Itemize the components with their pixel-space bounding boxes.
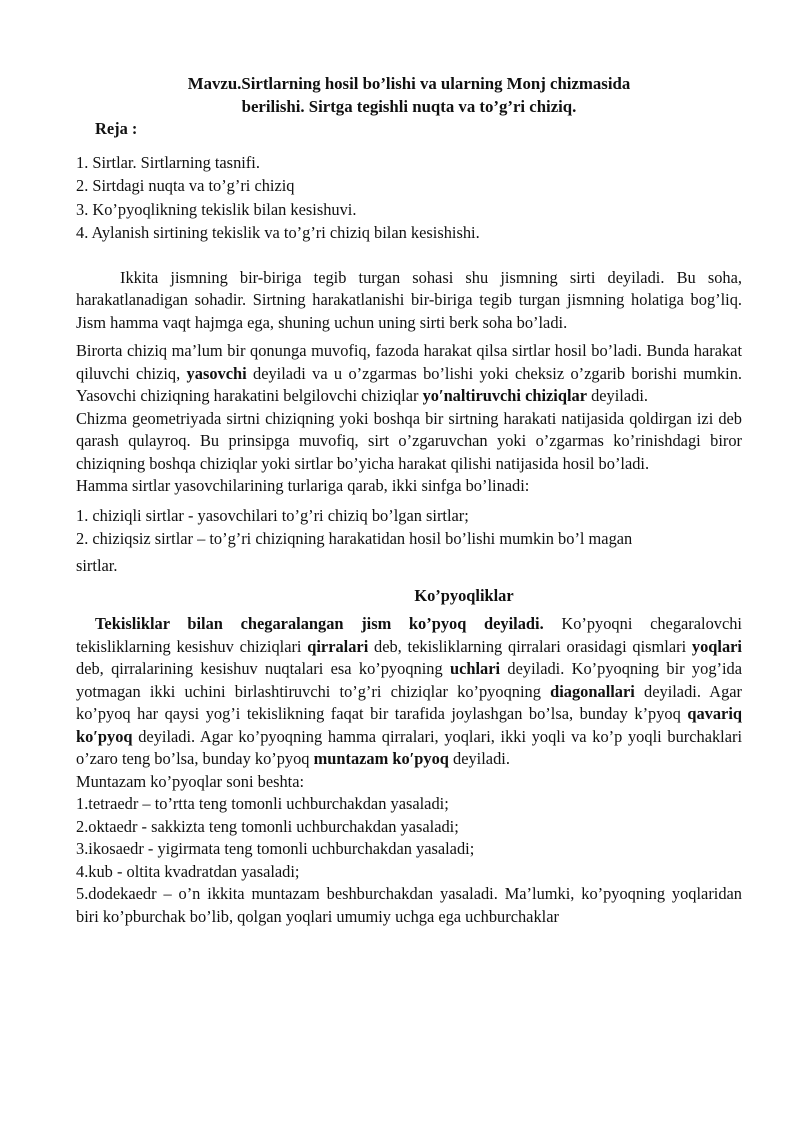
- paragraph-surface-formation: Birorta chiziq ma’lum bir qonunga muvofiq, fazoda harakat qilsa sirtlar hosil bo’ladi. Bunda harakat qiluvchi chiziq, yasovchi deyiladi va u o’zgarmas bo’lishi yoki cheksiz o’zgarib borishi mumkin. Yasovchi chiziqning harakatini belgilovchi chiziqlar yoʹnaltiruvchi chiziqlar deyiladi.: [76, 341, 742, 405]
- class-item: 1. chiziqli sirtlar - yasovchilari to’g’ri chiziq bo’lgan sirtlar;: [76, 505, 469, 525]
- paragraph-polyhedron-definition: Tekisliklar bilan chegaralangan jism ko’pyoq deyiladi. Ko’pyoqni chegaralovchi tekisliklarning kesishuv chiziqlari qirralari deb, tekisliklarning qirralari orasidagi qismlari yoqlari deb, qirralarining kesishuv nuqtalari esa ko’pyoqning uchlari deyiladi. Ko’pyoqning bir yog’ida yotmagan ikki uchini birlashtiruvchi to’g’ri chiziqlar ko’pyoqning diagonallari deyiladi. Agar ko’pyoq har qaysi yog’i tekislikning faqat bir tarafida joylashgan bo’lsa, bunday k’pyoq qavariq koʹpyoq deyiladi. Agar ko’pyoqning hamma qirralari, yoqlari, ikki yoqli va ko’p yoqli burchaklari o’zaro teng bo’lsa, bunday ko’pyoq muntazam koʹpyoq deyiladi.: [76, 614, 742, 768]
- term-qirralari: qirralari: [307, 636, 369, 656]
- term-qavariq: qavariq koʹpyoq: [76, 704, 742, 746]
- term-muntazam: muntazam koʹpyoq: [313, 749, 449, 768]
- document-title: [76, 72, 742, 118]
- polyhedron-item: 1.tetraedr – to’rtta teng tomonli uchburchakdan yasaladi;: [76, 794, 449, 813]
- term-yonaltiruvchi: yoʹnaltiruvchi chiziqlar: [422, 386, 587, 405]
- paragraph-regular-count: Muntazam ko’pyoqlar soni beshta:: [76, 771, 305, 791]
- paragraph-dodecahedron: 5.dodekaedr – o’n ikkita muntazam beshburchakdan yasaladi. Ma’lumki, ko’pyoqning yoqlaridan biri ko’pburchak bo’lib, qolgan yoqlari umumiy uchga ega uchburchaklar: [76, 884, 742, 926]
- document-page: [76, 72, 742, 928]
- title-line-1: Mavzu.Sirtlarning hosil bo’lishi va ularning Monj chizmasida: [187, 74, 631, 93]
- plan-item: 2. Sirtdagi nuqta va to’g’ri chiziq: [76, 176, 295, 195]
- regular-polyhedra-list: [76, 793, 742, 883]
- term-kopyoq: Tekisliklar bilan chegaralangan jism ko’pyoq deyiladi.: [95, 614, 544, 633]
- section-heading-polyhedra: Ko’pyoqliklar: [414, 585, 514, 605]
- paragraph-descriptive-geometry: Chizma geometriyada sirtni chiziqning yoki boshqa bir sirtning harakati natijasida qoldirgan izi deb qarash qulayroq. Bu prinsipga muvofiq, sirt o’zgaruvchan yoki o’zgarmas ko’rinishdagi biror chiziqning boshqa chiziqlar yoki sirtlar bo’yicha harakat qilishi natijasida hosil bo’ladi.: [76, 408, 742, 473]
- plan-list: [76, 151, 742, 245]
- surface-classes-list: [76, 504, 742, 577]
- polyhedron-item: 2.oktaedr - sakkizta teng tomonli uchburchakdan yasaladi;: [76, 816, 459, 836]
- term-yoqlari: yoqlari: [691, 636, 742, 656]
- polyhedron-item: 4.kub - oltita kvadratdan yasaladi;: [76, 861, 300, 881]
- class-item: 2. chiziqsiz sirtlar – to’g’ri chiziqning harakatidan hosil bo’lishi mumkin bo’l magan: [76, 528, 633, 548]
- term-uchlari: uchlari: [450, 659, 501, 678]
- polyhedron-item: 3.ikosaedr - yigirmata teng tomonli uchburchakdan yasaladi;: [76, 839, 475, 858]
- title-line-2: berilishi. Sirtga tegishli nuqta va to’g’ri chiziq.: [241, 97, 577, 116]
- plan-heading: Reja :: [95, 119, 138, 138]
- plan-item: 4. Aylanish sirtining tekislik va to’g’ri chiziq bilan kesishishi.: [76, 223, 480, 242]
- term-yasovchi: yasovchi: [186, 363, 247, 383]
- plan-item: 3. Ko’pyoqlikning tekislik bilan kesishuvi.: [76, 199, 357, 219]
- class-item: sirtlar.: [76, 555, 118, 575]
- term-diagonallari: diagonallari: [550, 681, 635, 701]
- plan-item: 1. Sirtlar. Sirtlarning tasnifi.: [76, 152, 260, 172]
- paragraph-classes-intro: Hamma sirtlar yasovchilarining turlariga qarab, ikki sinfga bo’linadi:: [76, 476, 530, 495]
- paragraph-intro: Ikkita jismning bir-biriga tegib turgan sohasi shu jismning sirti deyiladi. Bu soha, harakatlanadigan sohadir. Sirtning harakatlanishi bir-biriga tegib turgan jismning holatiga bog’liq. Jism hamma vaqt hajmga ega, shuning uchun uning sirti berk soha bo’ladi.: [76, 267, 742, 332]
